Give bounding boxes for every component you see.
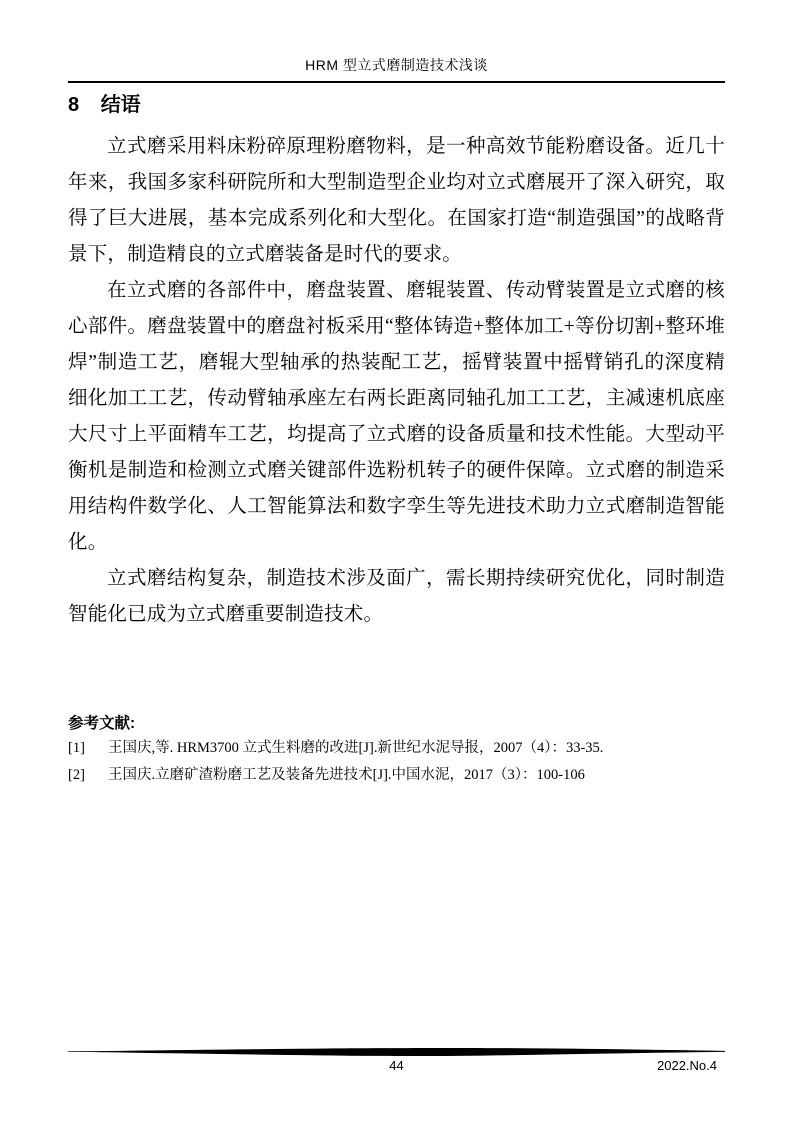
reference-text: 王国庆.立磨矿渣粉磨工艺及装备先进技术[J].中国水泥，2017（3）：100-106: [108, 767, 585, 783]
section-heading: [68, 92, 725, 118]
paragraph-outlook: 立式磨结构复杂，制造技术涉及面广，需长期持续研究优化，同时制造智能化已成为立式磨重要制造技术。: [68, 568, 725, 625]
paragraph-intro: 立式磨采用料床粉碎原理粉磨物料，是一种高效节能粉磨设备。近几十年来，我国多家科研院所和大型制造型企业均对立式磨展开了深入研究，取得了巨大进展，基本完成系列化和大型化。在国家打造“制造强国”的战略背景下，制造精良的立式磨装备是时代的要求。: [68, 136, 725, 265]
reference-text: 王国庆,等. HRM3700 立式生料磨的改进[J].新世纪水泥导报，2007（4）：33-35.: [108, 740, 604, 756]
reference-label: [2]: [68, 767, 85, 783]
page-number: 44: [389, 1058, 404, 1073]
section-title: 结语: [100, 94, 141, 116]
reference-item: [68, 762, 725, 789]
page-content: [68, 0, 725, 789]
references-section: [68, 713, 725, 789]
issue-label: 2022.No.4: [657, 1058, 717, 1073]
page-footer: [68, 1047, 725, 1076]
section-number: 8: [68, 94, 80, 116]
reference-item: [68, 735, 725, 762]
running-title: HRM 型立式磨制造技术浅谈: [305, 57, 488, 73]
paragraph-core-components: 在立式磨的各部件中，磨盘装置、磨辊装置、传动臂装置是立式磨的核心部件。磨盘装置中的磨盘衬板采用“整体铸造+整体加工+等份切割+整环堆焊”制造工艺，磨辊大型轴承的热装配工艺，摇臂装置中摇臂销孔的深度精细化加工工艺，传动臂轴承座左右两长距离同轴孔加工工艺，主减速机底座大尺寸上平面精车工艺，均提高了立式磨的设备质量和技术性能。大型动平衡机是制造和检测立式磨关键部件选粉机转子的硬件保障。立式磨的制造采用结构件数学化、人工智能算法和数字孪生等先进技术助力立式磨制造智能化。: [68, 280, 725, 553]
header-rule: [68, 81, 725, 83]
footer-row: [68, 1058, 725, 1076]
reference-label: [1]: [68, 740, 85, 756]
footer-divider-bar: [68, 1047, 725, 1057]
references-heading: 参考文献:: [68, 715, 136, 732]
